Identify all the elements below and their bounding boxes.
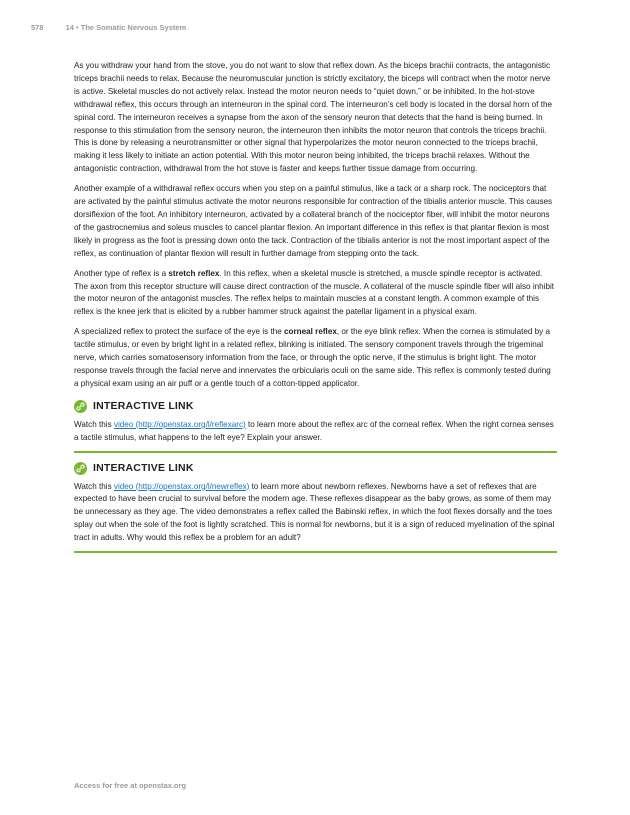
- page-header: [31, 23, 186, 32]
- green-divider: [74, 451, 557, 453]
- page-number: 578: [31, 23, 44, 32]
- link-before: Watch this: [74, 481, 114, 491]
- corneal-reflex-term: corneal reflex: [284, 327, 337, 337]
- paragraph-tack-reflex: Another example of a withdrawal reflex occurs when you step on a painful stimulus, like a tack or a sharp rock. The nociceptors that are activated by the painful stimulus activate the motor neurons responsible for contraction of the tibialis anterior muscle. This causes dorsiflexion of the foot. An inhibitory interneuron, activated by a collateral branch of the nociceptor fiber, will inhibit the motor neurons of the gastrocnemius and soleus muscles to cancel plantar flexion. An important difference in this reflex is that plantar flexion is most likely in progress as the foot is pressing down onto the tack. Contraction of the tibialis anterior is not the most important aspect of the reflex, as continuation of plantar flexion will result in further damage from stepping onto the tack.: [74, 184, 553, 258]
- interactive-link-box: [74, 400, 557, 453]
- interactive-link-title: INTERACTIVE LINK: [93, 400, 194, 413]
- link-before: Watch this: [74, 419, 114, 429]
- page-footer: Access for free at openstax.org: [74, 781, 187, 790]
- stretch-reflex-term: stretch reflex: [168, 268, 220, 278]
- corneal-before: A specialized reflex to protect the surface of the eye is the: [74, 327, 285, 337]
- newreflex-video-link[interactable]: video (http://openstax.org/l/newreflex): [113, 481, 250, 491]
- interactive-link-title: INTERACTIVE LINK: [93, 462, 194, 475]
- interactive-link-box: [74, 462, 557, 554]
- paragraph-stretch-reflex: [74, 268, 557, 320]
- link-icon: [74, 400, 87, 413]
- interactive-link-header: [74, 400, 557, 413]
- reflexarc-video-link[interactable]: video (http://openstax.org/l/reflexarc): [113, 419, 246, 429]
- interactive-link-text: [74, 419, 557, 445]
- link-icon: [74, 462, 87, 475]
- chapter-title: 14 • The Somatic Nervous System: [65, 23, 187, 32]
- stretch-before: Another type of reflex is a: [74, 268, 169, 278]
- interactive-link-text: [74, 481, 557, 546]
- paragraph-withdrawal-reflex: As you withdraw your hand from the stove, you do not want to slow that reflex down. As the biceps brachii contracts, the antagonistic triceps brachii needs to relax. Because the neuromuscular junction is strictly excitatory, the biceps will contract when the motor nerve is active. Skeletal muscles do not actively relax. Instead the motor neuron needs to “quiet down,” or be inhibited. In the hot-stove withdrawal reflex, this occurs through an interneuron in the spinal cord. The interneuron’s cell body is located in the dorsal horn of the spinal cord. The interneuron receives a synapse from the axon of the sensory neuron that detects that the hand is being burned. In response to this stimulation from the sensory neuron, the interneuron then inhibits the motor neuron that controls the triceps brachii. This is done by releasing a neurotransmitter or other signal that hyperpolarizes the motor neuron connected to the triceps brachii, making it less likely to initiate an action potential. With this motor neuron being inhibited, the triceps brachii relaxes. Without the antagonistic contraction, withdrawal from the hot stove is faster and keeps further tissue damage from occurring.: [74, 61, 552, 174]
- interactive-link-header: [74, 462, 557, 475]
- corneal-after: , or the eye blink reflex. When the cornea is stimulated by a tactile stimulus, or even by bright light in a related reflex, blinking is initiated. The sensory component travels through the trigeminal nerve, which carries somatosensory information from the face, or through the optic nerve, if the stimulus is bright light. The motor response travels through the facial nerve and innervates the orbicularis oculi on the same side. This reflex is commonly tested during a physical exam using an air puff or a gentle touch of a cotton-tipped applicator.: [74, 327, 551, 388]
- main-content: [74, 60, 557, 553]
- stretch-after: . In this reflex, when a skeletal muscle is stretched, a muscle spindle receptor is activated. The axon from this receptor structure will cause direct contraction of the muscle. A collateral of the muscle spindle fiber will also inhibit the motor neuron of the antagonist muscles. The reflex helps to maintain muscles at a constant length. A common example of this reflex is the knee jerk that is elicited by a rubber hammer struck against the patellar ligament in a physical exam.: [74, 268, 555, 317]
- link-after: to learn more about newborn reflexes. Newborns have a set of reflexes that are expected to have been crucial to survival before the modern age. These reflexes disappear as the baby grows, as some of them may be unnecessary as they age. The video demonstrates a reflex called the Babinski reflex, in which the foot flexes dorsally and the toes splay out when the sole of the foot is lightly scratched. This is normal for newborns, but it is a sign of reduced myelination of the spinal tract in adults. Why would this reflex be a problem for an adult?: [74, 481, 555, 543]
- link-after: to learn more about the reflex arc of the corneal reflex. When the right cornea senses a tactile stimulus, what happens to the left eye? Explain your answer.: [74, 419, 554, 442]
- green-divider: [74, 551, 557, 553]
- paragraph-corneal-reflex: [74, 326, 557, 391]
